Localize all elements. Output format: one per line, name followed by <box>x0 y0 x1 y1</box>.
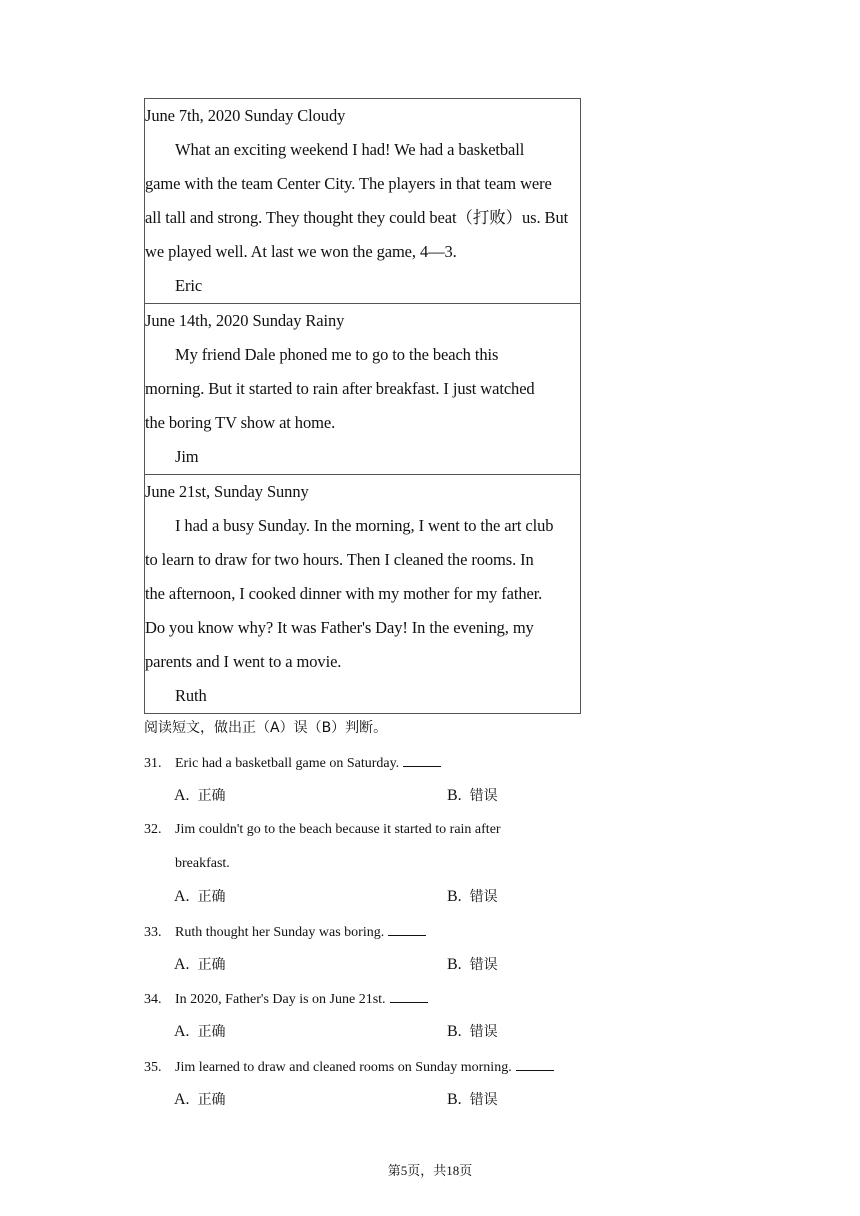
diary-entry-jim <box>145 303 580 474</box>
entry-line: parents and I went to a movie. <box>145 652 342 671</box>
page-footer: 第5页，共18页 <box>387 1163 473 1178</box>
option-b[interactable]: B. 错误 <box>447 888 498 905</box>
entry-line: to learn to draw for two hours. Then I cleaned the rooms. In <box>145 550 534 569</box>
answer-blank[interactable] <box>388 923 426 936</box>
question-text: Eric had a basketball game on Saturday. <box>175 756 400 771</box>
question-number: 31. <box>144 756 162 771</box>
entry-line: morning. But it started to rain after breakfast. I just watched <box>145 379 535 398</box>
question-32-continued <box>175 855 230 873</box>
option-a[interactable]: A. 正确 <box>174 1023 226 1040</box>
answer-blank[interactable] <box>403 754 441 767</box>
option-a[interactable]: A. 正确 <box>174 888 226 905</box>
question-35 <box>144 1058 554 1077</box>
option-b[interactable]: B. 错误 <box>447 1091 498 1108</box>
question-text: Ruth thought her Sunday was boring. <box>175 925 385 940</box>
entry-signature: Jim <box>175 447 199 466</box>
question-number: 32. <box>144 822 162 837</box>
entry-line: I had a busy Sunday. In the morning, I went to the art club <box>175 516 554 535</box>
entry-line: game with the team Center City. The players in that team were <box>145 174 552 193</box>
entry-header: June 14th, 2020 Sunday Rainy <box>145 311 345 330</box>
question-text: breakfast. <box>175 856 230 871</box>
entry-line: Do you know why? It was Father's Day! In the evening, my <box>145 618 534 637</box>
entry-line: the boring TV show at home. <box>145 413 336 432</box>
option-a[interactable]: A. 正确 <box>174 1091 226 1108</box>
question-33 <box>144 923 426 942</box>
entry-line: the afternoon, I cooked dinner with my mother for my father. <box>145 584 543 603</box>
entry-signature: Ruth <box>175 686 207 705</box>
question-number: 34. <box>144 992 162 1007</box>
question-number: 35. <box>144 1060 162 1075</box>
entry-line: we played well. At last we won the game, 4—3. <box>145 242 457 261</box>
option-a[interactable]: A. 正确 <box>174 787 226 804</box>
diary-entry-eric <box>145 99 580 303</box>
option-b[interactable]: B. 错误 <box>447 787 498 804</box>
diary-entry-ruth <box>145 474 580 713</box>
question-text: Jim couldn't go to the beach because it started to rain after <box>175 822 501 837</box>
instructions: 阅读短文，做出正（A）误（B）判断。 <box>144 720 388 736</box>
question-32 <box>144 821 501 839</box>
entry-header: June 21st, Sunday Sunny <box>145 482 309 501</box>
entry-line: What an exciting weekend I had! We had a basketball <box>175 140 525 159</box>
question-text: Jim learned to draw and cleaned rooms on Sunday morning. <box>175 1060 512 1075</box>
question-34 <box>144 990 428 1009</box>
answer-blank[interactable] <box>390 990 428 1003</box>
question-number: 33. <box>144 925 162 940</box>
option-b[interactable]: B. 错误 <box>447 956 498 973</box>
diary-table <box>144 98 581 714</box>
option-a[interactable]: A. 正确 <box>174 956 226 973</box>
entry-line: My friend Dale phoned me to go to the beach this <box>175 345 499 364</box>
question-31 <box>144 754 441 773</box>
entry-header: June 7th, 2020 Sunday Cloudy <box>145 106 346 125</box>
entry-line: all tall and strong. They thought they could beat（打败）us. But <box>145 208 569 227</box>
entry-signature: Eric <box>175 276 203 295</box>
option-b[interactable]: B. 错误 <box>447 1023 498 1040</box>
answer-blank[interactable] <box>516 1058 554 1071</box>
question-text: In 2020, Father's Day is on June 21st. <box>175 992 386 1007</box>
